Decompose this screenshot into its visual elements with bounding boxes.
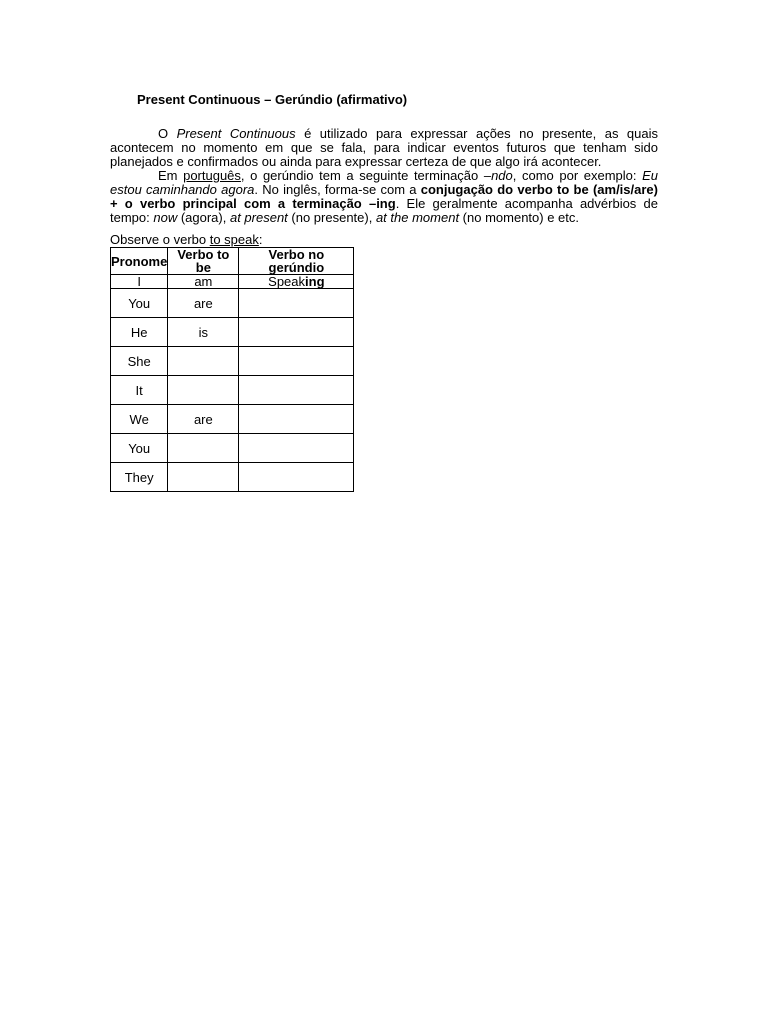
intro-paragraph-2: Em português, o gerúndio tem a seguinte terminação –ndo, como por exemplo: Eu estou caminhando agora. No inglês, forma-se com a conjugação do verbo to be (am/is/are) + o verbo principal com a terminação –ing. Ele geralmente acompanha advérbios de tempo: now (agora), at present (no presente), at the moment (no momento) e etc. [110, 168, 658, 225]
pronoun-cell: You [111, 434, 168, 463]
pronoun-cell: They [111, 463, 168, 492]
gerund-cell [239, 376, 354, 405]
observe-line: Observe o verbo to speak: [110, 232, 263, 247]
verb-cell: are [168, 405, 239, 434]
table-header: Verbo no gerúndio [239, 248, 354, 275]
table-row [111, 434, 354, 463]
verb-cell: are [168, 289, 239, 318]
gerund-cell [239, 347, 354, 376]
gerund-cell: Speaking [239, 275, 354, 289]
document-title: Present Continuous – Gerúndio (afirmativo) [137, 92, 408, 107]
verb-cell: is [168, 318, 239, 347]
verb-cell [168, 376, 239, 405]
pronoun-cell: It [111, 376, 168, 405]
table-header: Verbo to be [168, 248, 239, 275]
verb-cell [168, 347, 239, 376]
table-header-row [111, 248, 354, 275]
table-header: Pronome [111, 248, 168, 275]
table-row [111, 347, 354, 376]
verb-cell: am [168, 275, 239, 289]
pronoun-cell: She [111, 347, 168, 376]
pronoun-cell: I [111, 275, 168, 289]
table-row [111, 376, 354, 405]
pronoun-cell: We [111, 405, 168, 434]
table-row [111, 289, 354, 318]
table-row [111, 275, 354, 289]
verb-cell [168, 434, 239, 463]
intro-paragraph-1: O Present Continuous é utilizado para expressar ações no presente, as quais acontecem no momento em que se fala, para indicar eventos futuros que tenham sido planejados e confirmados ou ainda para expressar certeza de que algo irá acontecer. [110, 126, 658, 169]
gerund-cell [239, 405, 354, 434]
gerund-cell [239, 463, 354, 492]
document-page [110, 92, 658, 492]
gerund-cell [239, 318, 354, 347]
table-row [111, 318, 354, 347]
gerund-cell [239, 289, 354, 318]
pronoun-cell: You [111, 289, 168, 318]
pronoun-cell: He [111, 318, 168, 347]
verb-cell [168, 463, 239, 492]
gerund-cell [239, 434, 354, 463]
conjugation-table [110, 247, 354, 492]
table-row [111, 463, 354, 492]
table-row [111, 405, 354, 434]
